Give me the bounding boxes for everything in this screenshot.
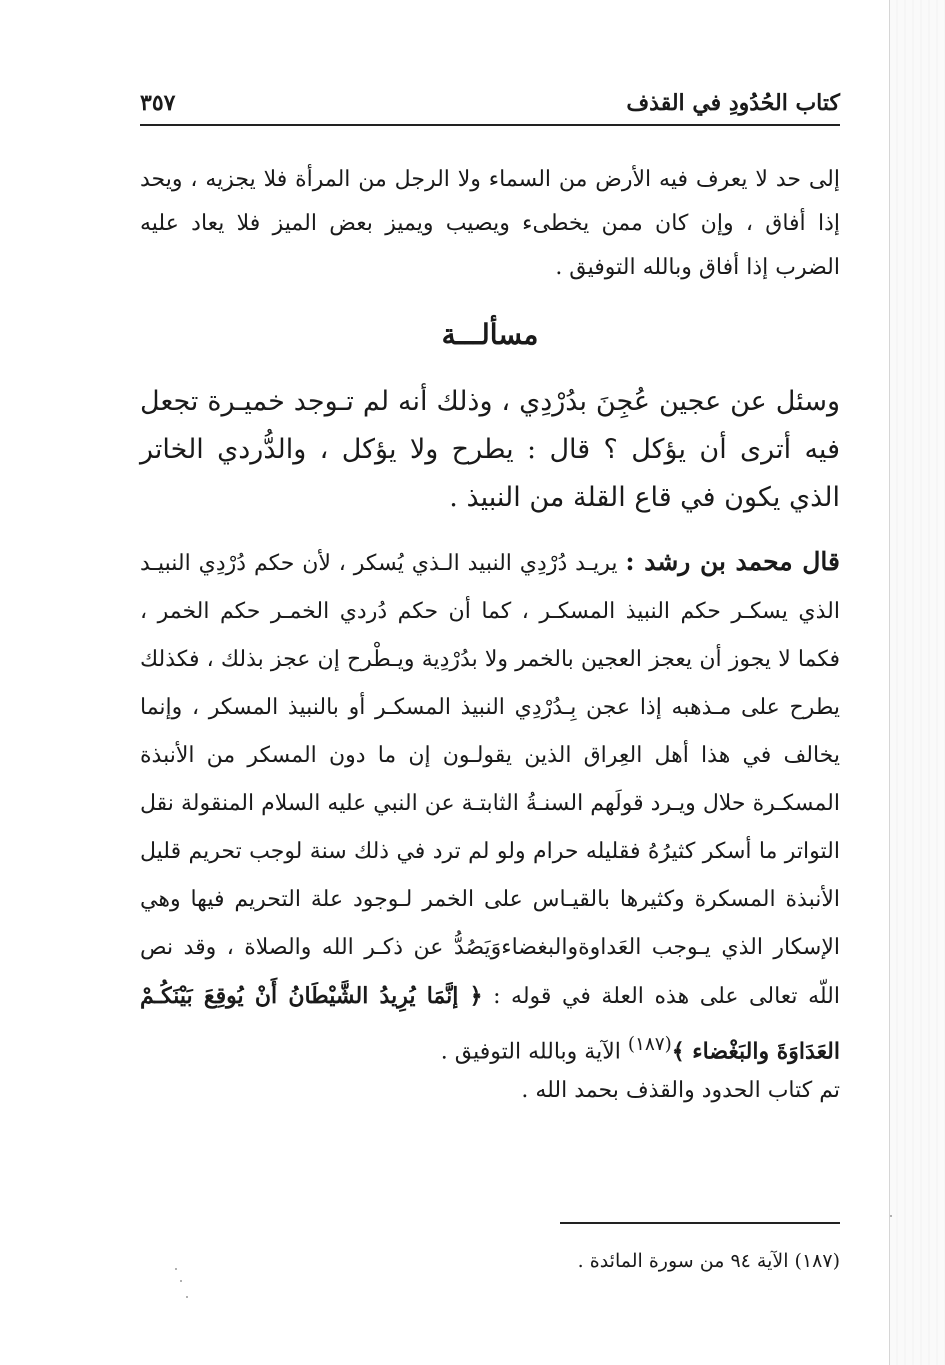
- page-number: ٣٥٧: [140, 90, 176, 116]
- footnote: (١٨٧) الآية ٩٤ من سورة المائدة .: [577, 1250, 840, 1272]
- page-edge-shadow: [889, 0, 945, 1365]
- running-header: [140, 88, 840, 126]
- commentary-speaker: قال محمد بن رشد :: [625, 547, 840, 576]
- quran-quote: ﴿ إنَّمَا يُرِيدُ الشَّيْطَانُ أَنْ يُوقِعَ بَيْنَكُـمْ العَدَاوَةَ والبَغْضاء ﴾: [140, 983, 840, 1065]
- commentary-ending: الآية وبالله التوفيق .: [440, 1039, 628, 1065]
- intro-paragraph: إلى حد لا يعرف فيه الأرض من السماء ولا الرجل من المرأة فلا يجزيه ، ويحد إذا أفاق ، وإن كان ممن يخطىء ويصيب ويميز بعض الميز فلا يعاد عليه الضرب إذا أفاق وبالله التوفيق .: [140, 167, 840, 280]
- scan-speck: [175, 1268, 177, 1270]
- footnote-divider: [560, 1222, 840, 1224]
- section-heading: مسألـــة: [441, 318, 539, 351]
- question-paragraph: وسئل عن عجين عُجِنَ بدُرْدِي ، وذلك أنه لم تـوجد خميـرة تجعل فيه أترى أن يؤكل ؟ قال : يطرح ولا يؤكل ، والدُّردي الخاتر الذي يكون في قاع القلة من النبيذ .: [140, 386, 840, 513]
- commentary-paragraph: [140, 538, 840, 1076]
- commentary-body: يريـد دُرْدِي النبيد الـذي يُسكر ، لأن حكم دُرْدِي النبيـد الذي يسكـر حكم النبيذ المسكـر ، كما أن حكم دُردي الخمـر حكم الخمر ، فكما لا يجوز أن يعجز العجين بالخمر ولا بدُرْدِية ويـطْرح إن عجز بذلك ، فكذلك يطرح على مـذهبه إذا عجن بِـدُرْدِي النبيذ المسكـر أو بالنبيذ المسكر ، وإنما يخالف في هذا أهل العِراق الذين يقولـون إن ما دون المسكر من الأنبذة المسكـرة حلال ويـرد قولَهم السنـةُ الثابتـة عن النبي عليه السلام المنقولة نقل التواتر ما أسكر كثيرُهُ فقليله حرام ولو لم ترد في ذلك سنة لوجب تحريم قليل الأنبذة المسكرة وكثيرها بالقيـاس على الخمر لـوجود علة التحريم فيها وهي الإسكار الذي يـوجب العَداوةوالبغضاءوَيَصُدُّ عن ذكـر الله والصلاة ، وقد نص اللّه تعالى على هذه العلة في قوله :: [140, 551, 840, 1009]
- closing-line: تم كتاب الحدود والقذف بحمد الله .: [521, 1078, 840, 1103]
- scan-speck: [890, 1215, 892, 1217]
- scan-speck: [180, 1280, 182, 1282]
- scan-speck: [186, 1296, 188, 1298]
- footnote-reference: (١٨٧): [627, 1034, 672, 1055]
- book-title: كتاب الحُدُودِ في القذف: [626, 90, 840, 116]
